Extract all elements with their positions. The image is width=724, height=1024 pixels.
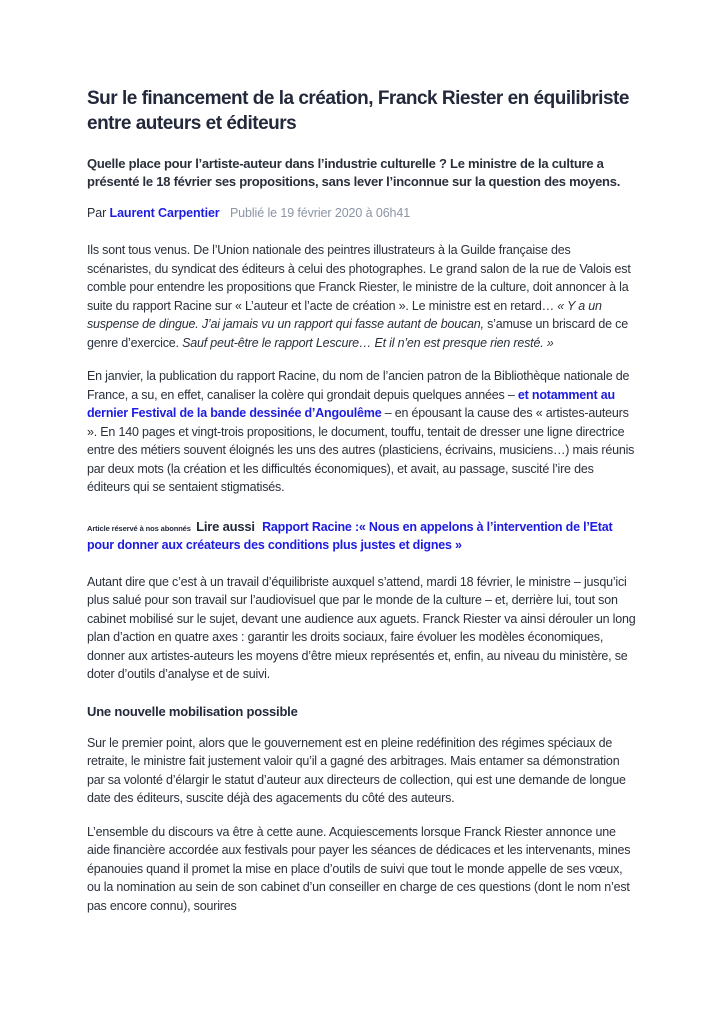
text-segment: Autant dire que c’est à un travail d’équilibriste auxquel s’attend, mardi 18 février, le ministre – jusqu’ici plus salué pour son travail sur l’audiovisuel que par le monde de la culture – et, derrière lui, tout son cabinet mobilisé sur le sujet, devant une audience aux aguets. Franck Riester va ainsi dérouler un long plan d’action en quatre axes : garantir les droits sociaux, faire évoluer les modèles économiques, donner aux artistes-auteurs les moyens d’être mieux représentés et, enfin, au niveau du ministère, se doter d’outils d’analyse et de suivi. bbox=[87, 574, 636, 681]
publish-date: Publié le 19 février 2020 à 06h41 bbox=[229, 206, 411, 220]
read-also-link[interactable]: Rapport Racine :« Nous en appelons à l’intervention de l’Etat pour donner aux créateurs des conditions plus justes et dignes » bbox=[87, 519, 613, 552]
inline-link[interactable]: et notamment au dernier Festival de la bande dessinée d’Angoulême bbox=[87, 387, 615, 420]
read-also-label: Lire aussi bbox=[196, 518, 255, 534]
text-segment: – en épousant la cause des « artistes-auteurs ». En 140 pages et vingt-trois propositions, le document, touffu, tentait de dresser une ligne directrice entre des métiers souvent éloignés les uns des autres (plasticiens, écrivains, musiciens…) mais réunis par deux mots (la création et les difficultés économiques), et avait, au passage, suscité l’ire des éditeurs qui se sentaient stigmatisés. bbox=[87, 406, 635, 494]
paragraph-3 bbox=[87, 573, 637, 684]
author-link[interactable]: Laurent Carpentier bbox=[109, 206, 220, 220]
text-segment: Sauf peut-être le rapport Lescure… Et il n’en est presque rien resté. » bbox=[182, 335, 554, 350]
text-segment: L’ensemble du discours va être à cette aune. Acquiescements lorsque Franck Riester annonce une aide financière accordée aux festivals pour payer les séances de dédicaces et les intervenants, mines épanouies quand il promet la mise en place d’outils de suivi que tout le monde appelle de ses vœux, ou la nomination au sein de son cabinet d’un conseiller en charge de ces questions (dont le nom n’est pas encore connu), sourires bbox=[87, 824, 631, 913]
text-segment: Ils sont tous venus. De l’Union nationale des peintres illustrateurs à la Guilde française des scénaristes, du syndicat des éditeurs à celui des photographes. Le grand salon de la rue de Valois est comble pour entendre les propositions que Franck Riester, le ministre de la culture, doit annoncer à la suite du rapport Racine sur « L’auteur et l’acte de création ». Le ministre est en retard… bbox=[87, 243, 631, 313]
text-segment: Sur le premier point, alors que le gouvernement est en pleine redéfinition des régimes spéciaux de retraite, le ministre fait justement valoir qu’il a gagné des arbitrages. Mais entamer sa démonstration par sa volonté d’élargir le statut d’auteur aux directeurs de collection, qui est une demande de longue date des éditeurs, suscite déjà des agacements du côté des auteurs. bbox=[87, 735, 626, 805]
text-segment: En janvier, la publication du rapport Racine, du nom de l’ancien patron de la Bibliothèque nationale de France, a su, en effet, canaliser la colère qui grondait depuis quelques années – bbox=[87, 369, 630, 402]
section-heading: Une nouvelle mobilisation possible bbox=[87, 703, 298, 719]
article-title: Sur le financement de la création, Franck Riester en équilibriste entre auteurs et éditeurs bbox=[87, 88, 629, 134]
paragraph-2 bbox=[87, 367, 637, 497]
text-segment: s’amuse un briscard de ce genre d’exercice. bbox=[87, 317, 628, 350]
article-standfirst: Quelle place pour l’artiste-auteur dans l’industrie culturelle ? Le ministre de la culture a présenté le 18 février ses propositions, sans lever l’inconnue sur la question des moyens. bbox=[87, 156, 621, 189]
subscribers-only-label: Article réservé à nos abonnés bbox=[87, 523, 191, 533]
paragraph-5 bbox=[87, 823, 637, 916]
paragraph-4 bbox=[87, 734, 637, 808]
text-segment: « Y a un suspense de dingue. J’ai jamais vu un rapport qui fasse autant de boucan, bbox=[87, 298, 602, 331]
paragraph-1 bbox=[87, 241, 637, 352]
article-byline bbox=[87, 205, 637, 222]
read-also-block bbox=[87, 518, 637, 555]
byline-prefix: Par bbox=[87, 206, 107, 220]
